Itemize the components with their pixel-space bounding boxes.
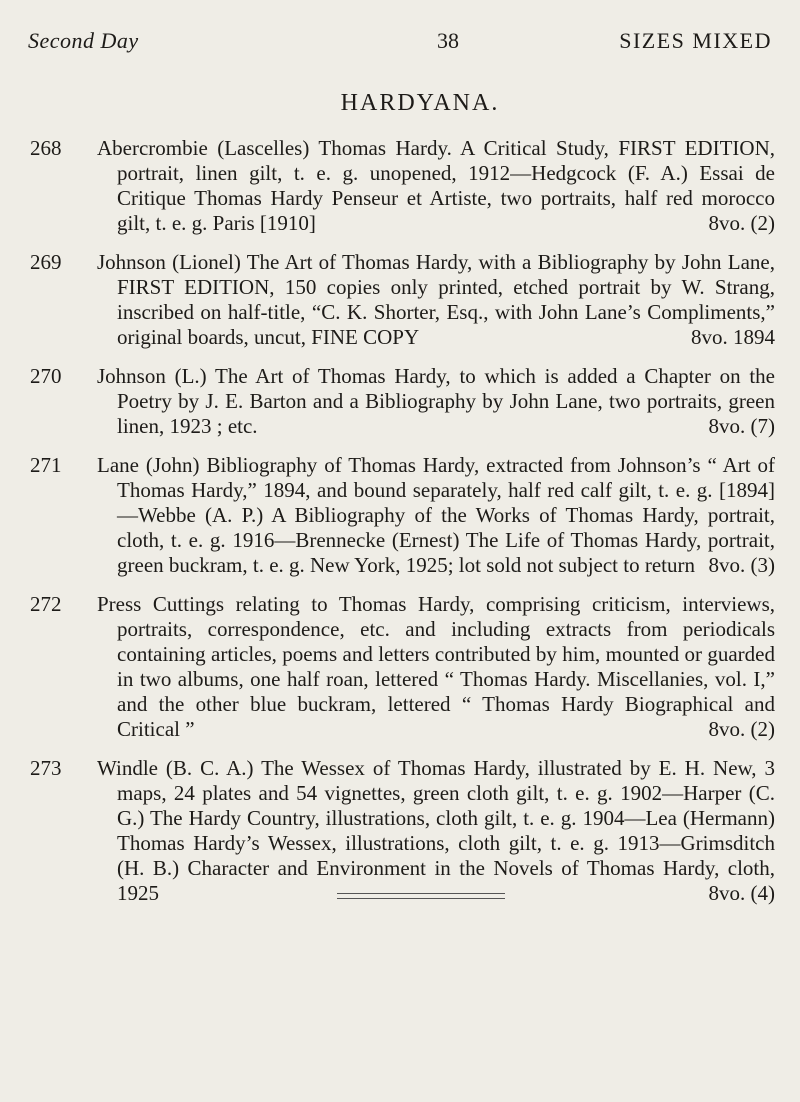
lot-description [97,453,775,578]
lot-text: Johnson (Lionel) The Art of Thomas Hardy, with a Bibliography by John Lane, FIRST EDITION, 150 copies only printed, etched portrait by W. Strang, inscribed on half-title, “C. K. Shorter, Esq., with John Lane’s Compliments,” original boards, uncut, FINE COPY [97,250,775,349]
lot-number: 270 [30,364,62,388]
lot-entry [30,756,775,906]
lot-size: 8vo. 1894 [691,325,775,349]
lot-entry [30,592,775,742]
lot-description [97,250,775,350]
lot-number: 268 [30,136,62,160]
lot-description [97,756,775,906]
lot-list [30,136,775,920]
lot-description [97,364,775,439]
section-title: HARDYANA. [340,90,500,116]
end-rule [337,893,505,894]
lot-entry [30,250,775,350]
lot-number: 269 [30,250,62,274]
lot-size: 8vo. (3) [708,553,775,577]
lot-text: Windle (B. C. A.) The Wessex of Thomas Hardy, illustrated by E. H. New, 3 maps, 24 plates and 54 vignettes, green cloth gilt, t. e. g. 1902—Harper (C. G.) The Hardy Country, illustrations, cloth gilt, t. e. g. 1904—Lea (Hermann) Thomas Hardy’s Wessex, illustrations, cloth gilt, t. e. g. 1913—Grimsditch (H. B.) Character and Environment in the Novels of Thomas Hardy, cloth, 1925 [97,756,775,905]
end-rule [337,898,505,899]
lot-description [97,592,775,742]
lot-entry [30,136,775,236]
lot-text: Abercrombie (Lascelles) Thomas Hardy. A Critical Study, FIRST EDITION, portrait, linen gilt, t. e. g. unopened, 1912—Hedgcock (F. A.) Essai de Critique Thomas Hardy Penseur et Artiste, two portraits, half red morocco gilt, t. e. g. Paris [1910] [97,136,775,235]
lot-description [97,136,775,236]
lot-size: 8vo. (2) [708,211,775,235]
lot-number: 271 [30,453,62,477]
running-head-day: Second Day [28,28,139,53]
lot-text: Lane (John) Bibliography of Thomas Hardy, extracted from Johnson’s “ Art of Thomas Hardy,” 1894, and bound separately, half red calf gilt, t. e. g. [1894]—Webbe (A. P.) A Bibliography of the Works of Thomas Hardy, portrait, cloth, t. e. g. 1916—Brennecke (Ernest) The Life of Thomas Hardy, portrait, green buckram, t. e. g. New York, 1925; lot sold not subject to return [97,453,775,577]
lot-text: Press Cuttings relating to Thomas Hardy, comprising criticism, interviews, portraits, correspondence, etc. and including extracts from periodicals containing articles, poems and letters contributed by him, mounted or guarded in two albums, one half roan, lettered “ Thomas Hardy. Miscellanies, vol. I,” and the other blue buckram, lettered “ Thomas Hardy Biographical and Critical ” [97,592,775,741]
lot-size: 8vo. (4) [708,881,775,905]
lot-number: 273 [30,756,62,780]
lot-entry [30,453,775,578]
lot-number: 272 [30,592,62,616]
lot-size: 8vo. (2) [708,717,775,741]
lot-entry [30,364,775,439]
running-head-section: SIZES MIXED [619,28,772,53]
lot-text: Johnson (L.) The Art of Thomas Hardy, to which is added a Chapter on the Poetry by J. E. Barton and a Bibliography by John Lane, two portraits, green linen, 1923 ; etc. [97,364,775,438]
page-number: 38 [437,28,459,53]
lot-size: 8vo. (7) [708,414,775,438]
running-head [28,28,772,58]
